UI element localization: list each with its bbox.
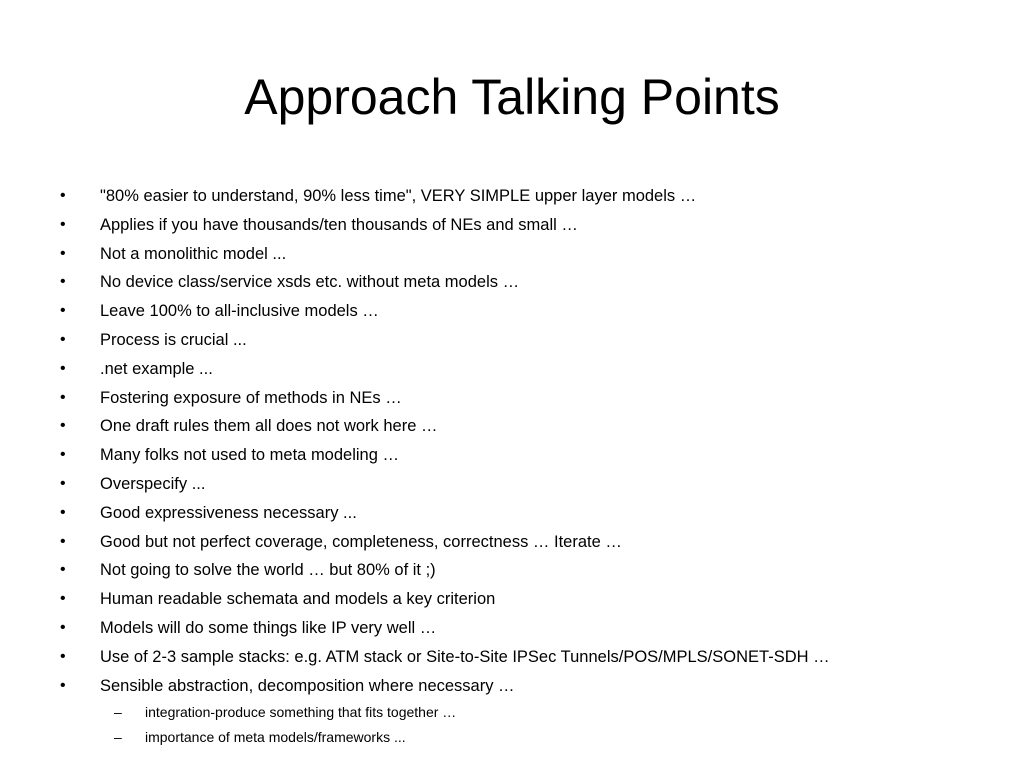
sub-bullet-text: importance of meta models/frameworks ... <box>145 729 406 746</box>
bullet-marker: • <box>60 215 66 233</box>
slide-title: Approach Talking Points <box>244 69 780 125</box>
sub-bullet-marker: – <box>114 704 122 721</box>
bullet-text: Applies if you have thousands/ten thousands of NEs and small … <box>100 215 578 234</box>
bullet-marker: • <box>60 330 66 348</box>
bullet-item <box>56 614 996 643</box>
bullet-text: Fostering exposure of methods in NEs … <box>100 388 402 407</box>
bullet-item <box>56 672 996 701</box>
bullet-marker: • <box>60 590 66 608</box>
bullet-text: No device class/service xsds etc. without meta models … <box>100 273 520 292</box>
bullet-item <box>56 384 996 413</box>
bullet-marker: • <box>60 302 66 320</box>
bullet-text: Models will do some things like IP very well … <box>100 618 437 637</box>
sub-bullet-item <box>56 725 996 750</box>
bullet-marker: • <box>60 417 66 435</box>
bullet-text: Use of 2-3 sample stacks: e.g. ATM stack or Site-to-Site IPSec Tunnels/POS/MPLS/SONET-SDH … <box>100 647 830 666</box>
bullet-marker: • <box>60 187 66 204</box>
bullet-marker: • <box>60 647 66 665</box>
bullet-text: Overspecify ... <box>100 474 206 493</box>
bullet-item <box>56 240 996 269</box>
sub-bullet-marker: – <box>114 729 122 746</box>
bullet-item <box>56 556 996 585</box>
bullet-text: Good but not perfect coverage, completeness, correctness … Iterate … <box>100 532 622 551</box>
bullet-text: "80% easier to understand, 90% less time", VERY SIMPLE upper layer models … <box>100 187 697 205</box>
bullet-list <box>56 182 996 750</box>
bullet-marker: • <box>60 561 66 579</box>
bullet-item <box>56 585 996 614</box>
bullet-item <box>56 297 996 326</box>
bullet-text: Not a monolithic model ... <box>100 244 287 263</box>
bullet-item <box>56 470 996 499</box>
bullet-item <box>56 412 996 441</box>
bullet-text: One draft rules them all does not work here … <box>100 417 438 436</box>
bullet-marker: • <box>60 446 66 464</box>
sub-bullet-text: integration-produce something that fits together … <box>145 704 457 721</box>
bullet-marker: • <box>60 532 66 550</box>
bullet-text: Sensible abstraction, decomposition where necessary … <box>100 676 515 695</box>
bullet-marker: • <box>60 676 66 694</box>
bullet-text: .net example ... <box>100 359 213 378</box>
bullet-text: Process is crucial ... <box>100 330 247 349</box>
bullet-item <box>56 268 996 297</box>
bullet-item <box>56 499 996 528</box>
bullet-item <box>56 355 996 384</box>
bullet-text: Good expressiveness necessary ... <box>100 503 357 522</box>
bullet-marker: • <box>60 273 66 291</box>
bullet-marker: • <box>60 618 66 636</box>
bullet-item <box>56 528 996 557</box>
sub-bullet-item <box>56 700 996 725</box>
bullet-text: Not going to solve the world … but 80% of it ;) <box>100 561 436 580</box>
bullet-item <box>56 211 996 240</box>
bullet-marker: • <box>60 474 66 492</box>
bullet-marker: • <box>60 388 66 406</box>
bullet-item <box>56 441 996 470</box>
bullet-marker: • <box>60 503 66 521</box>
bullet-text: Leave 100% to all-inclusive models … <box>100 302 379 321</box>
bullet-text: Many folks not used to meta modeling … <box>100 446 399 465</box>
bullet-marker: • <box>60 359 66 377</box>
bullet-item <box>56 182 996 211</box>
bullet-marker: • <box>60 244 66 262</box>
bullet-item <box>56 326 996 355</box>
bullet-text: Human readable schemata and models a key criterion <box>100 590 496 609</box>
bullet-item <box>56 643 996 672</box>
